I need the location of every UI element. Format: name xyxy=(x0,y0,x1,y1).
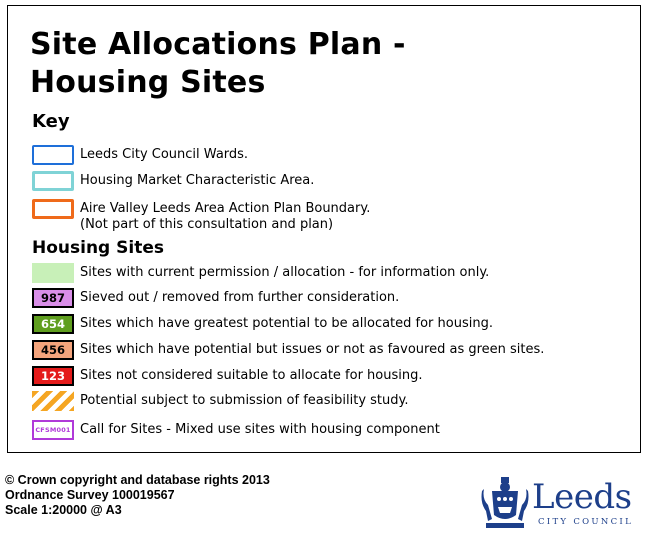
title-line-2: Housing Sites xyxy=(30,65,266,100)
key-item-label: Leeds City Council Wards. xyxy=(80,147,249,162)
scale-line: Scale 1:20000 @ A3 xyxy=(5,503,122,517)
housing-item-label: Sieved out / removed from further consideration. xyxy=(80,290,400,305)
call-for-sites-badge: CFSM001 xyxy=(32,420,74,440)
housing-item-label: Call for Sites - Mixed use sites with housing component xyxy=(80,422,440,437)
leeds-coat-of-arms-icon xyxy=(480,475,530,531)
not-suitable-badge: 123 xyxy=(32,366,74,386)
aire-valley-boundary-swatch xyxy=(32,199,74,219)
feasibility-hatch-swatch xyxy=(32,391,74,411)
leeds-city-council-logo xyxy=(480,473,640,533)
key-item-label: Aire Valley Leeds Area Action Plan Boundary. xyxy=(80,201,371,216)
sieved-badge: 987 xyxy=(32,288,74,308)
copyright-line: © Crown copyright and database rights 2013 xyxy=(5,473,270,487)
housing-item-label: Potential subject to submission of feasibility study. xyxy=(80,393,409,408)
key-panel xyxy=(7,5,641,453)
housing-sites-heading: Housing Sites xyxy=(32,238,164,258)
page-title xyxy=(30,26,590,102)
logo-wordmark: Leeds xyxy=(532,477,632,517)
key-heading: Key xyxy=(32,111,70,132)
housing-item-label: Sites which have potential but issues or not as favoured as green sites. xyxy=(80,342,545,357)
key-item-sublabel: (Not part of this consultation and plan) xyxy=(80,217,334,232)
licence-line: Ordnance Survey 100019567 xyxy=(5,488,175,502)
ward-boundary-swatch xyxy=(32,145,74,165)
housing-item-label: Sites not considered suitable to allocate for housing. xyxy=(80,368,423,383)
housing-item-label: Sites which have greatest potential to be allocated for housing. xyxy=(80,316,493,331)
title-line-1: Site Allocations Plan - xyxy=(30,27,406,62)
copyright-footer xyxy=(5,473,270,518)
housing-item-label: Sites with current permission / allocation - for information only. xyxy=(80,265,490,280)
logo-subtitle: CITY COUNCIL xyxy=(538,517,634,527)
potential-badge: 456 xyxy=(32,340,74,360)
greatest-potential-badge: 654 xyxy=(32,314,74,334)
key-item-label: Housing Market Characteristic Area. xyxy=(80,173,315,188)
hmca-boundary-swatch xyxy=(32,171,74,191)
permission-swatch xyxy=(32,263,74,283)
